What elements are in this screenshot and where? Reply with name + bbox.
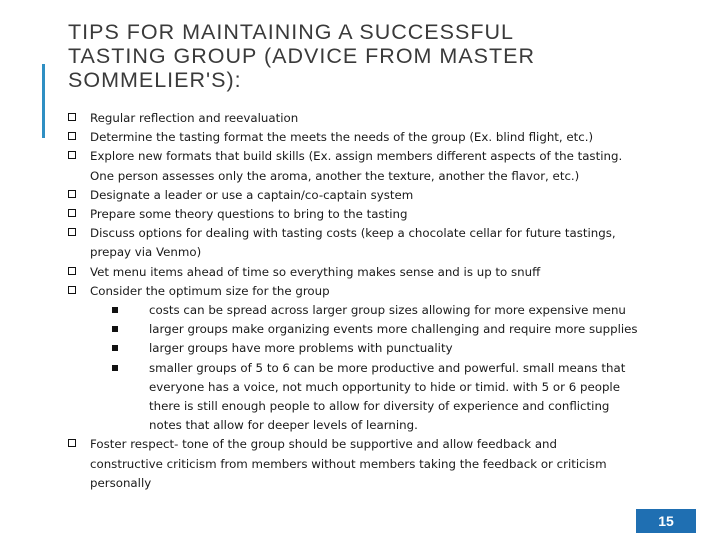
square-bullet-icon bbox=[112, 307, 118, 313]
checkbox-bullet-icon bbox=[68, 113, 76, 121]
square-bullet-icon bbox=[112, 345, 118, 351]
square-bullet-icon bbox=[112, 365, 118, 371]
bullet-text: constructive criticism from members without members taking the feedback or criticism bbox=[90, 456, 607, 471]
bullet-item bbox=[68, 186, 678, 205]
bullet-text: Consider the optimum size for the group bbox=[90, 283, 330, 298]
title-line: SOMMELIER'S): bbox=[68, 68, 242, 92]
page-number-badge: 15 bbox=[636, 509, 696, 533]
slide-title bbox=[68, 20, 668, 92]
square-bullet-icon bbox=[112, 326, 118, 332]
sub-bullet-text: larger groups make organizing events more challenging and require more supplies bbox=[149, 322, 638, 337]
bullet-text: Designate a leader or use a captain/co-captain system bbox=[90, 187, 414, 202]
checkbox-bullet-icon bbox=[68, 267, 76, 275]
bullet-item bbox=[68, 263, 678, 282]
checkbox-bullet-icon bbox=[68, 190, 76, 198]
checkbox-bullet-icon bbox=[68, 209, 76, 217]
bullet-item bbox=[68, 128, 678, 147]
bullet-text: Foster respect- tone of the group should be supportive and allow feedback and bbox=[90, 437, 558, 452]
accent-bar bbox=[42, 64, 45, 138]
title-line: TASTING GROUP (ADVICE FROM MASTER bbox=[68, 44, 536, 68]
checkbox-bullet-icon bbox=[68, 439, 76, 447]
bullet-item bbox=[68, 147, 678, 185]
bullet-text: Determine the tasting format the meets the needs of the group (Ex. blind flight, etc.) bbox=[90, 130, 594, 145]
bullet-item bbox=[68, 224, 678, 262]
bullet-item bbox=[68, 282, 678, 436]
checkbox-bullet-icon bbox=[68, 132, 76, 140]
bullet-text: Regular reflection and reevaluation bbox=[90, 111, 299, 125]
bullet-text: Vet menu items ahead of time so everything makes sense and is up to snuff bbox=[90, 264, 541, 279]
sub-bullet-item bbox=[112, 359, 678, 436]
sub-bullet-item bbox=[112, 301, 678, 320]
checkbox-bullet-icon bbox=[68, 286, 76, 294]
bullet-text: prepay via Venmo) bbox=[90, 245, 202, 260]
bullet-item bbox=[68, 205, 678, 224]
bullet-item bbox=[68, 435, 678, 493]
sub-bullet-text: smaller groups of 5 to 6 can be more productive and powerful. small means that bbox=[149, 360, 626, 375]
sub-bullet-item bbox=[112, 320, 678, 339]
checkbox-bullet-icon bbox=[68, 151, 76, 159]
bullet-item bbox=[68, 109, 678, 128]
sub-bullet-text: costs can be spread across larger group sizes allowing for more expensive menu bbox=[149, 303, 626, 318]
bullet-text: Discuss options for dealing with tasting costs (keep a chocolate cellar for future tastings, bbox=[90, 226, 616, 241]
sub-bullet-text: everyone has a voice, not much opportunity to hide or timid. with 5 or 6 people bbox=[149, 379, 620, 394]
title-line: TIPS FOR MAINTAINING A SUCCESSFUL bbox=[68, 20, 514, 44]
sub-bullet-text: notes that allow for deeper levels of learning. bbox=[149, 418, 418, 433]
bullet-text: Prepare some theory questions to bring to the tasting bbox=[90, 207, 408, 222]
checkbox-bullet-icon bbox=[68, 228, 76, 236]
sub-bullet-list bbox=[90, 301, 678, 435]
bullet-text: personally bbox=[90, 475, 152, 490]
sub-bullet-item bbox=[112, 339, 678, 358]
sub-bullet-text: there is still enough people to allow for diversity of experience and conflicting bbox=[149, 399, 610, 414]
bullet-list bbox=[68, 109, 678, 493]
sub-bullet-text: larger groups have more problems with punctuality bbox=[149, 341, 453, 356]
bullet-text: Explore new formats that build skills (Ex. assign members different aspects of the tasting. bbox=[90, 149, 623, 164]
bullet-text: One person assesses only the aroma, another the texture, another the flavor, etc.) bbox=[90, 168, 580, 183]
